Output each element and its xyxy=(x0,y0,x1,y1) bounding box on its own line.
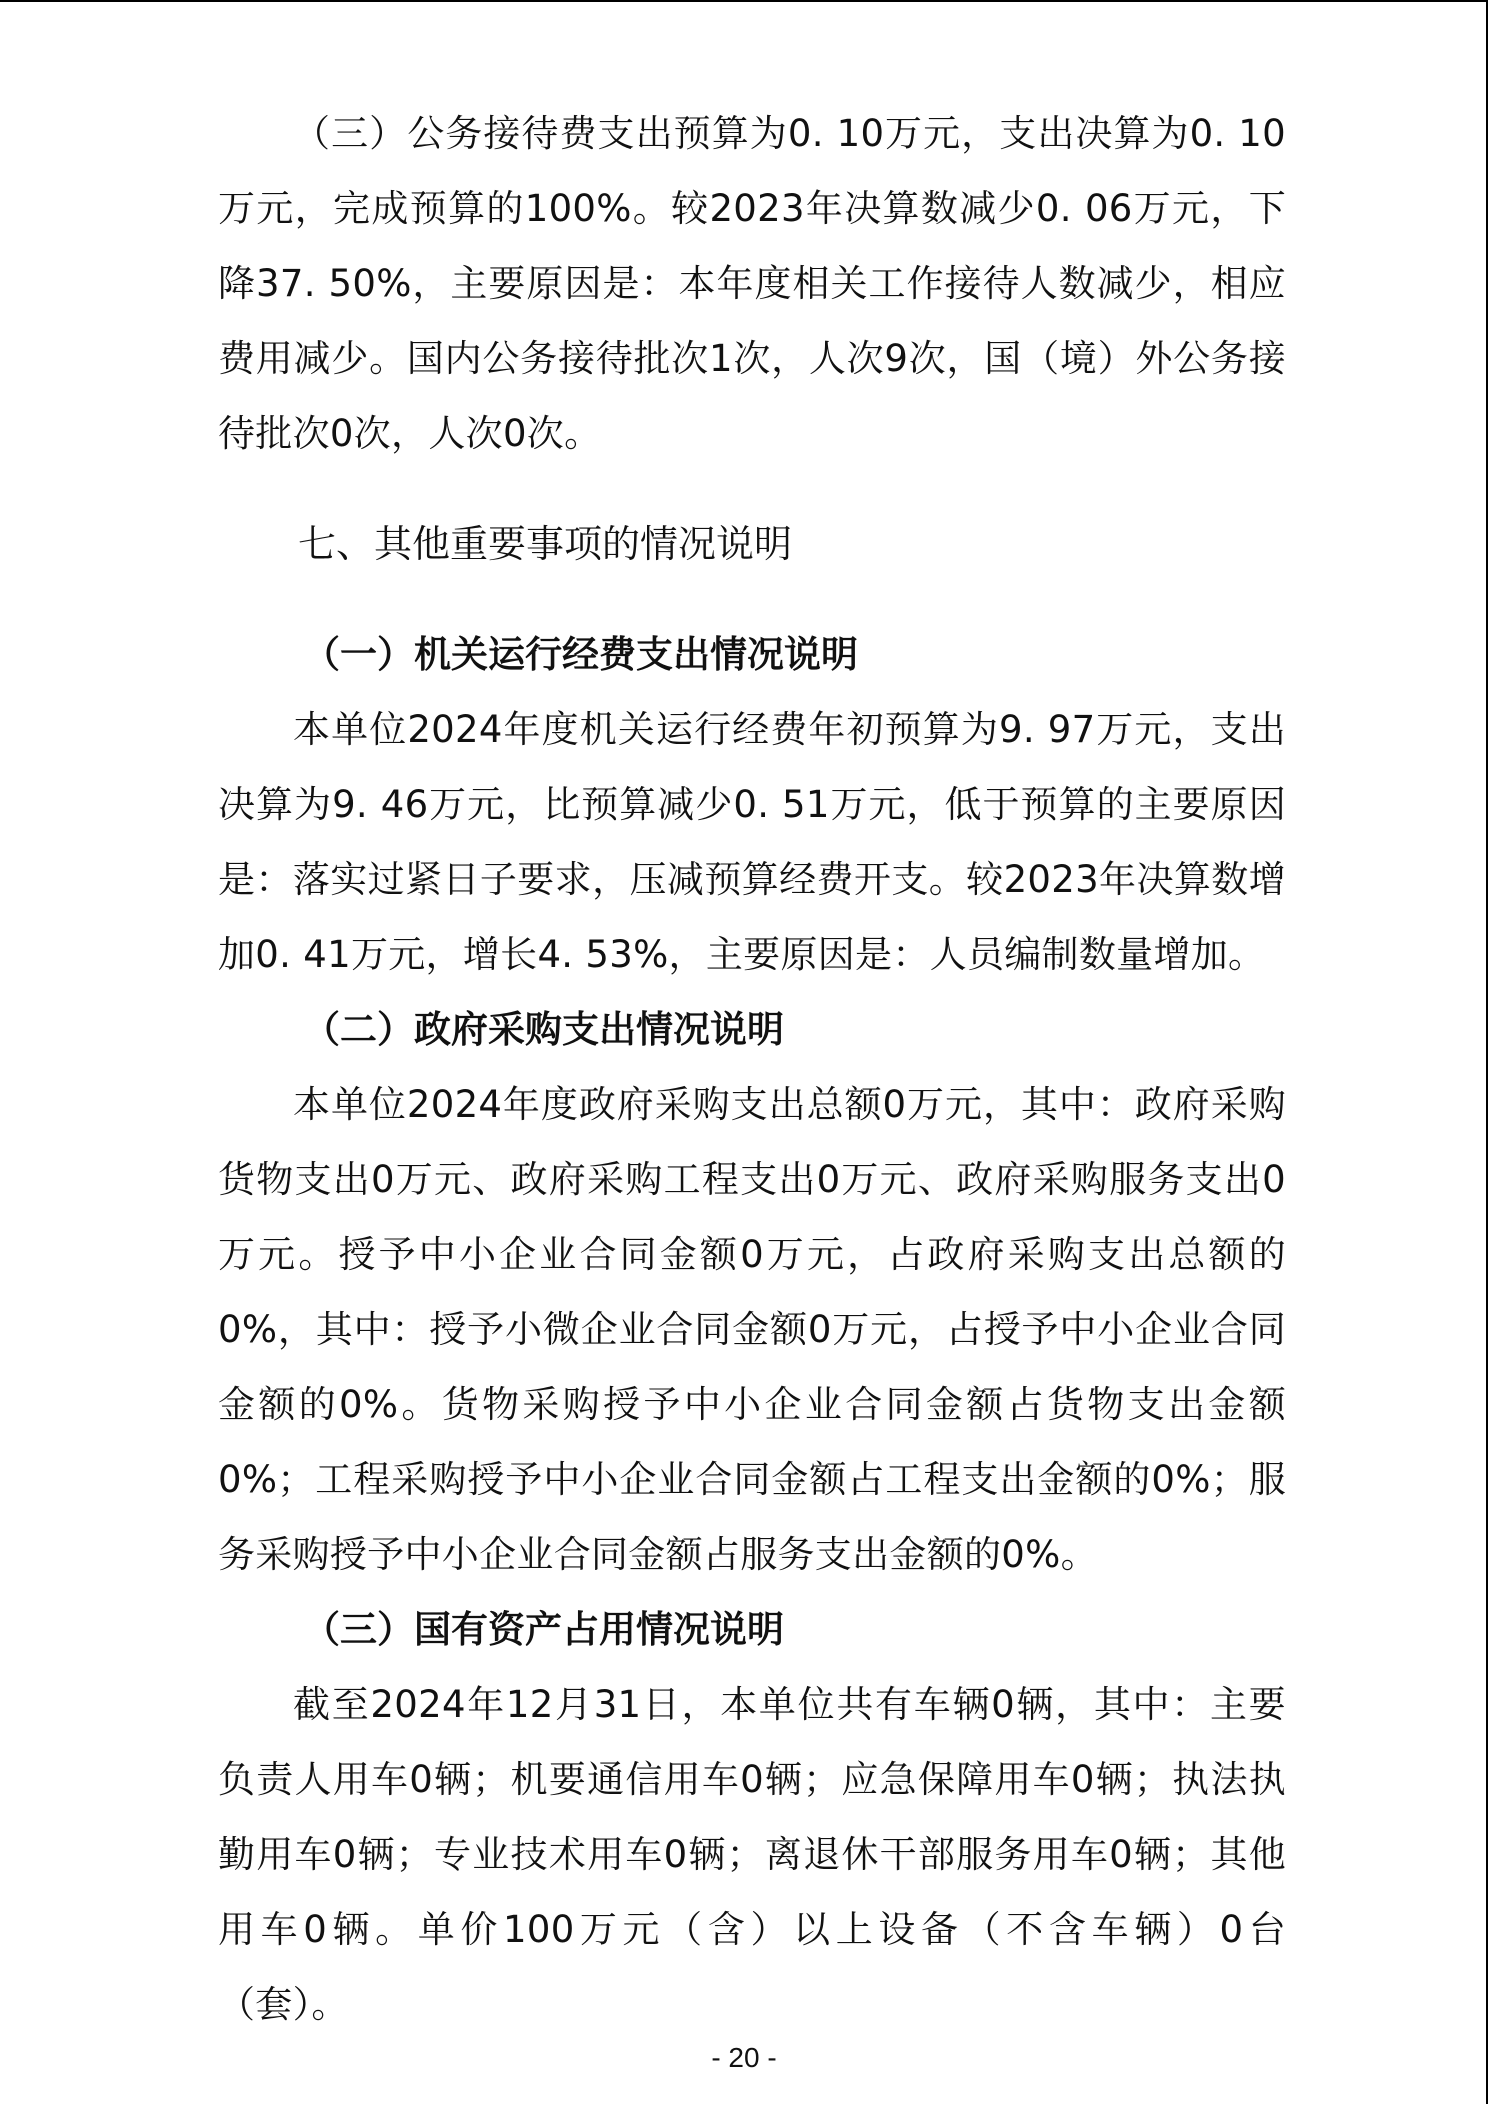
paragraph-operating-expenses: 本单位2024年度机关运行经费年初预算为9. 97万元，支出决算为9. 46万元，比预算减少0. 51万元，低于预算的主要原因是：落实过紧日子要求，压减预算经费开支。较2023年决算数增加0. 41万元，增长4. 53%，主要原因是：人员编制数量增加。 xyxy=(218,708,1286,976)
subheading-government-procurement: （二）政府采购支出情况说明 xyxy=(303,1008,784,1051)
paragraph-government-procurement: 本单位2024年度政府采购支出总额0万元，其中：政府采购货物支出0万元、政府采购工程支出0万元、政府采购服务支出0万元。授予中小企业合同金额0万元，占政府采购支出总额的0%，其中：授予小微企业合同金额0万元，占授予中小企业合同金额的0%。货物采购授予中小企业合同金额占货物支出金额0%；工程采购授予中小企业合同金额占工程支出金额的0%；服务采购授予中小企业合同金额占服务支出金额的0%。 xyxy=(218,1083,1286,1576)
document-body xyxy=(218,96,1286,2042)
paragraph-reception-expenses: （三）公务接待费支出预算为0. 10万元，支出决算为0. 10万元，完成预算的100%。较2023年决算数减少0. 06万元，下降37. 50%，主要原因是：本年度相关工作接待人数减少，相应费用减少。国内公务接待批次1次，人次9次，国（境）外公务接待批次0次，人次0次。 xyxy=(218,112,1286,455)
section-heading-other-matters: 七、其他重要事项的情况说明 xyxy=(298,522,793,566)
subheading-state-assets: （三）国有资产占用情况说明 xyxy=(303,1608,784,1651)
paragraph-state-assets: 截至2024年12月31日，本单位共有车辆0辆，其中：主要负责人用车0辆；机要通信用车0辆；应急保障用车0辆；执法执勤用车0辆；专业技术用车0辆；离退休干部服务用车0辆；其他用车0辆。单价100万元（含）以上设备（不含车辆）0台（套）。 xyxy=(218,1683,1286,2026)
page-number: - 20 - xyxy=(711,2042,777,2073)
subheading-operating-expenses: （一）机关运行经费支出情况说明 xyxy=(303,633,858,676)
